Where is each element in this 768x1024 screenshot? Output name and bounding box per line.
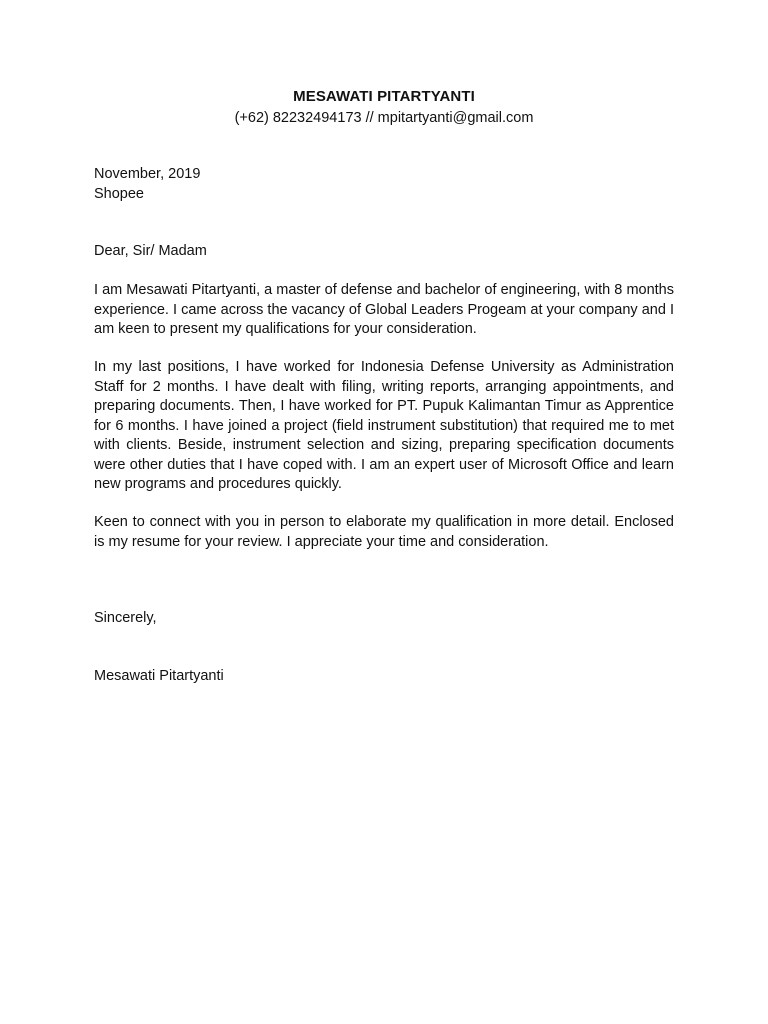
paragraph-intro: I am Mesawati Pitartyanti, a master of defense and bachelor of engineering, with 8 months experience. I came across the vacancy of Global Leaders Progeam at your company and I am keen to present my qualifications for your consideration. [94, 282, 674, 337]
sender-name: MESAWATI PITARTYANTI [293, 88, 475, 105]
paragraph-experience: In my last positions, I have worked for Indonesia Defense University as Administration Staff for 2 months. I have dealt with filing, writing reports, arranging appointments, and preparing documents. Then, I have worked for PT. Pupuk Kalimantan Timur as Apprentice for 6 months. I have joined a project (field instrument substitution) that required me to met with clients. Beside, instrument selection and sizing, preparing specification documents were other duties that I have coped with. I am an expert user of Microsoft Office and learn new programs and procedures quickly. [94, 359, 674, 492]
letter-signature: Mesawati Pitartyanti [94, 668, 224, 684]
date-recipient-block [94, 165, 674, 204]
letter-salutation: Dear, Sir/ Madam [94, 243, 207, 259]
paragraph-closing: Keen to connect with you in person to elaborate my qualification in more detail. Enclosed is my resume for your review. I appreciate your time and consideration. [94, 514, 674, 550]
letter-header [0, 86, 768, 128]
letter-recipient: Shopee [94, 185, 144, 202]
sender-contact: (+62) 82232494173 // mpitartyanti@gmail.com [234, 110, 534, 126]
letter-date: November, 2019 [94, 166, 201, 182]
letter-closing: Sincerely, [94, 610, 157, 626]
